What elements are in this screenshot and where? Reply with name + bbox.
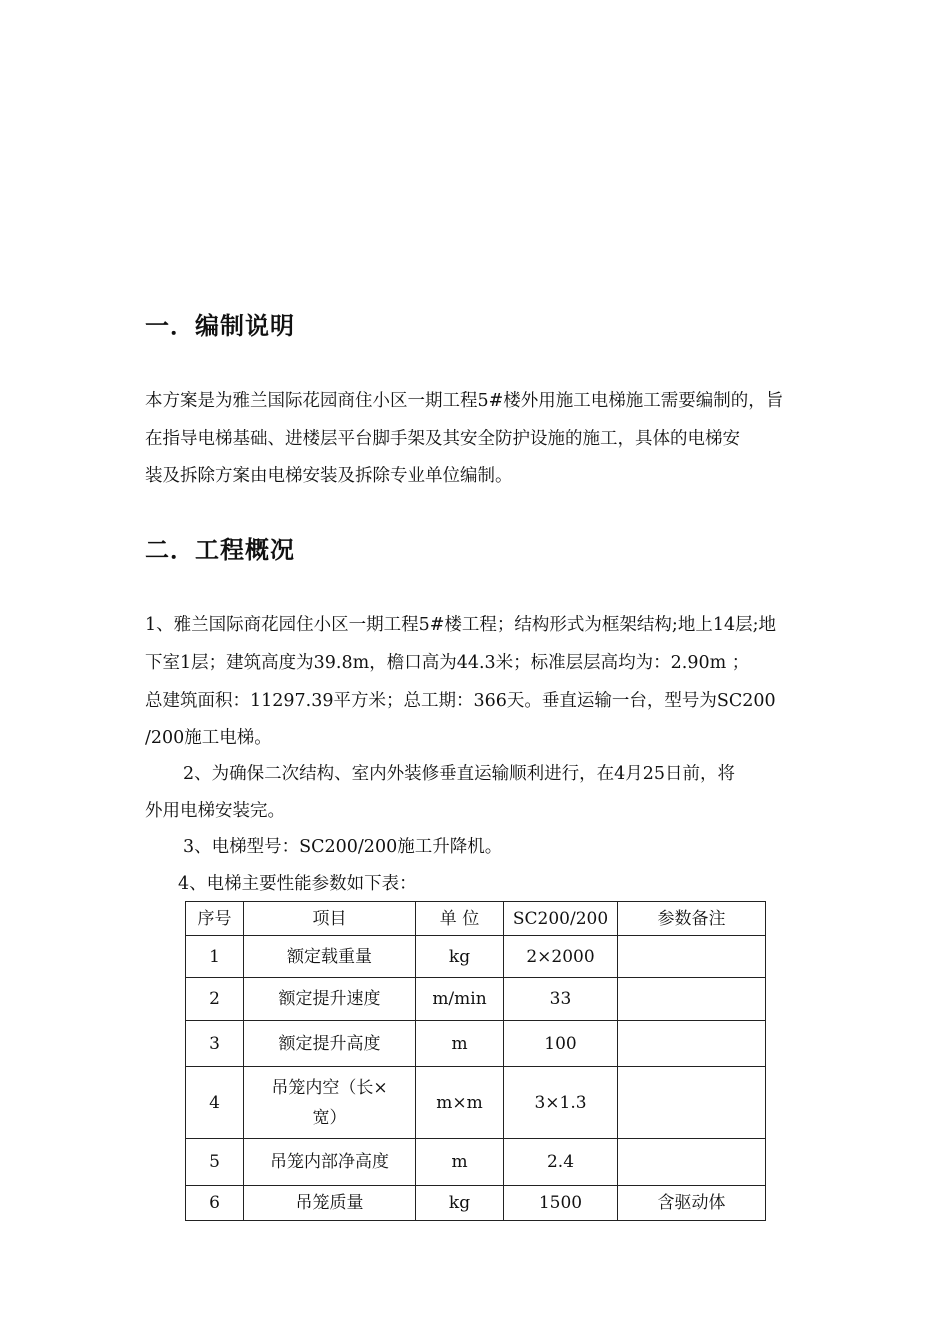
item-2-line-2: 外用电梯安装完。 xyxy=(145,801,285,821)
item-1-line-4: /200施工电梯。 xyxy=(145,728,272,748)
cell-note xyxy=(618,1139,766,1186)
cell-item xyxy=(244,1067,416,1139)
header-note: 参数备注 xyxy=(618,902,766,936)
table-header-row xyxy=(186,902,766,936)
cell-no: 6 xyxy=(186,1186,244,1221)
cell-item: 额定提升速度 xyxy=(244,978,416,1021)
cell-no: 1 xyxy=(186,936,244,978)
cell-note xyxy=(618,936,766,978)
header-value: SC200/200 xyxy=(504,902,618,936)
cell-unit: m×m xyxy=(416,1067,504,1139)
header-unit: 单 位 xyxy=(416,902,504,936)
section-1-heading: 一．编制说明 xyxy=(145,312,295,340)
cell-item: 吊笼内部净高度 xyxy=(244,1139,416,1186)
cell-item-line: 宽） xyxy=(312,1107,347,1128)
section-1-line-2: 在指导电梯基础、进楼层平台脚手架及其安全防护设施的施工，具体的电梯安 xyxy=(145,429,740,449)
section-1-line-3: 装及拆除方案由电梯安装及拆除专业单位编制。 xyxy=(145,466,513,486)
cell-value: 33 xyxy=(504,978,618,1021)
item-1-line-2: 下室1层；建筑高度为39.8m，檐口高为44.3米；标准层层高均为：2.90m ； xyxy=(145,653,750,673)
table-row xyxy=(186,1139,766,1186)
header-no: 序号 xyxy=(186,902,244,936)
cell-unit: kg xyxy=(416,1186,504,1221)
parameters-table xyxy=(185,901,766,1221)
cell-note: 含驱动体 xyxy=(618,1186,766,1221)
table-row xyxy=(186,978,766,1021)
item-3: 3、电梯型号：SC200/200施工升降机。 xyxy=(183,837,503,857)
cell-no: 3 xyxy=(186,1021,244,1067)
cell-note xyxy=(618,978,766,1021)
cell-item: 额定载重量 xyxy=(244,936,416,978)
cell-unit: m xyxy=(416,1021,504,1067)
item-4: 4、电梯主要性能参数如下表： xyxy=(178,874,417,894)
cell-no: 5 xyxy=(186,1139,244,1186)
cell-item: 额定提升高度 xyxy=(244,1021,416,1067)
cell-unit: m/min xyxy=(416,978,504,1021)
cell-value: 100 xyxy=(504,1021,618,1067)
cell-value: 3×1.3 xyxy=(504,1067,618,1139)
table-row xyxy=(186,1186,766,1221)
cell-value: 2.4 xyxy=(504,1139,618,1186)
cell-value: 1500 xyxy=(504,1186,618,1221)
cell-unit: m xyxy=(416,1139,504,1186)
item-1-line-1: 1、雅兰国际商花园住小区一期工程5#楼工程；结构形式为框架结构;地上14层;地 xyxy=(145,615,776,635)
section-1-line-1: 本方案是为雅兰国际花园商住小区一期工程5#楼外用施工电梯施工需要编制的，旨 xyxy=(145,391,784,411)
header-item: 项目 xyxy=(244,902,416,936)
section-2-heading: 二．工程概况 xyxy=(145,536,295,564)
table-row xyxy=(186,936,766,978)
item-1-line-3: 总建筑面积：11297.39平方米；总工期：366天。垂直运输一台，型号为SC200 xyxy=(145,691,776,711)
cell-item: 吊笼质量 xyxy=(244,1186,416,1221)
cell-note xyxy=(618,1021,766,1067)
item-2-line-1: 2、为确保二次结构、室内外装修垂直运输顺利进行，在4月25日前，将 xyxy=(183,764,736,784)
cell-value: 2×2000 xyxy=(504,936,618,978)
cell-item-line: 吊笼内空（长× xyxy=(271,1077,388,1098)
table-row xyxy=(186,1067,766,1139)
cell-note xyxy=(618,1067,766,1139)
cell-no: 2 xyxy=(186,978,244,1021)
cell-no: 4 xyxy=(186,1067,244,1139)
cell-unit: kg xyxy=(416,936,504,978)
table-row xyxy=(186,1021,766,1067)
